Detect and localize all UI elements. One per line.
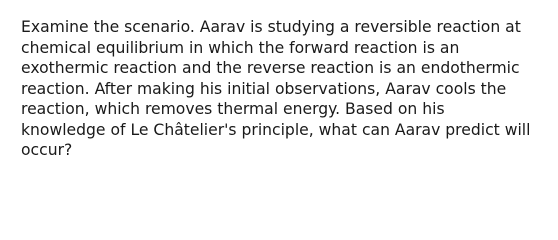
question-line: reaction, which removes thermal energy. Based on his xyxy=(21,100,445,118)
question-line: Examine the scenario. Aarav is studying a reversible reaction at xyxy=(21,18,521,36)
question-line: knowledge of Le Châtelier's principle, what can Aarav predict will xyxy=(21,120,531,139)
question-line: exothermic reaction and the reverse reaction is an endothermic xyxy=(21,59,520,77)
question-text xyxy=(21,17,551,161)
question-line: reaction. After making his initial observations, Aarav cools the xyxy=(21,79,507,98)
question-line: chemical equilibrium in which the forward reaction is an xyxy=(21,38,460,57)
question-line: occur? xyxy=(21,141,73,159)
